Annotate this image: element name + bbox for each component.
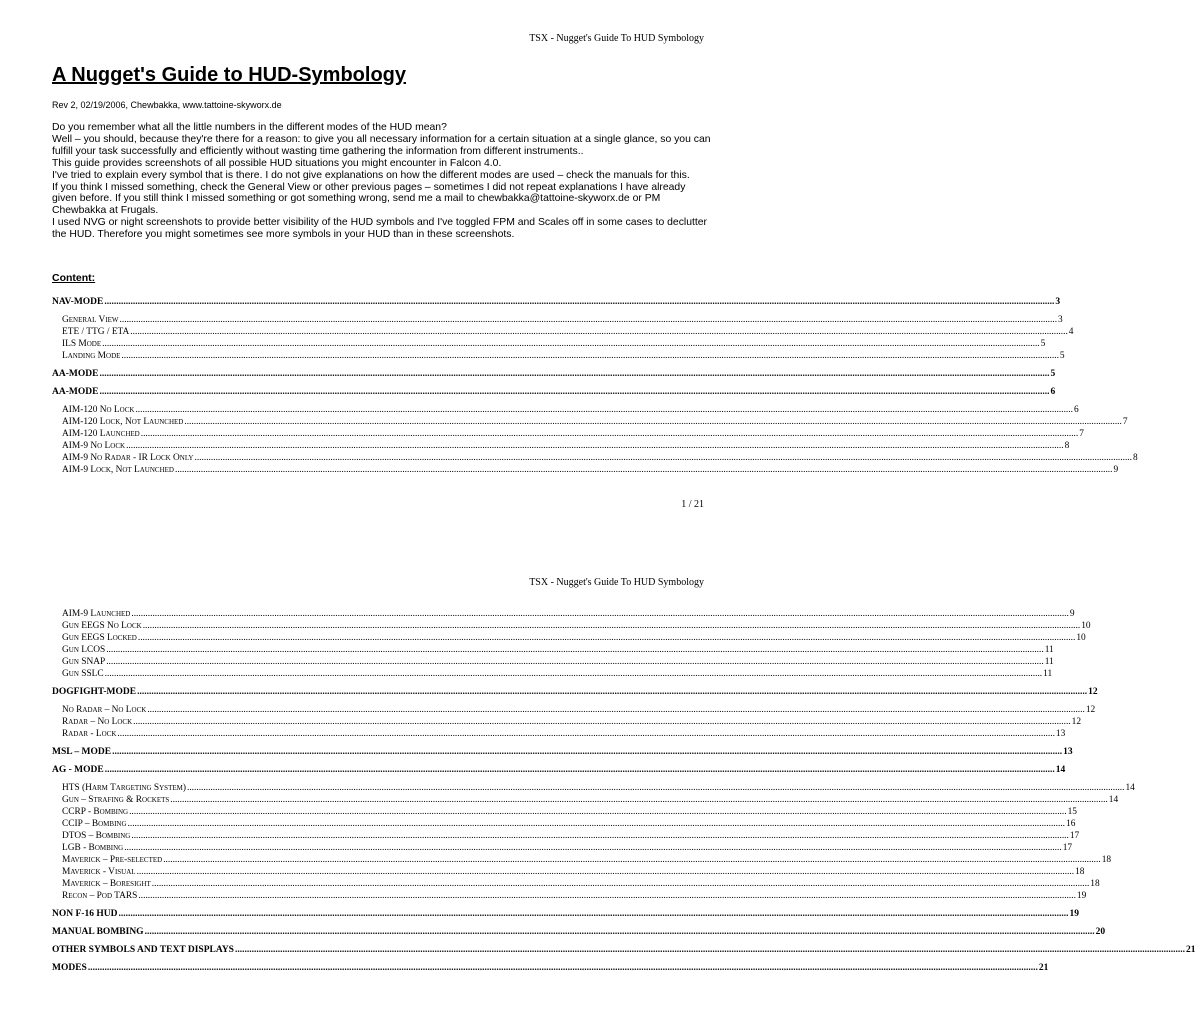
- toc-entry[interactable]: [52, 843, 1073, 855]
- toc-leader-dots: ................................................................................................................................................................................................................................................................................................................................................................................................................: [106, 657, 1044, 667]
- toc-entry[interactable]: [52, 297, 1061, 309]
- intro-text: [52, 122, 712, 241]
- toc-entry-page: 3: [1055, 297, 1061, 307]
- toc-entry-page: 9: [1113, 465, 1119, 475]
- toc-entry-label: Gun SSLC: [62, 669, 104, 679]
- toc-entry[interactable]: [52, 729, 1066, 741]
- toc-entry-page: 19: [1076, 891, 1087, 901]
- toc-entry-page: 15: [1067, 807, 1077, 817]
- toc-entry-label: Gun EEGS Locked: [62, 633, 137, 643]
- toc-entry-label: Landing Mode: [62, 351, 121, 361]
- toc-entry[interactable]: [52, 687, 1098, 699]
- toc-leader-dots: ................................................................................................................................................................................................................................................................................................................................................................................................................: [136, 867, 1075, 877]
- toc-entry[interactable]: [52, 855, 1112, 867]
- toc-entry-label: DOGFIGHT-MODE: [52, 687, 137, 697]
- toc-leader-dots: ................................................................................................................................................................................................................................................................................................................................................................................................................: [121, 351, 1059, 361]
- toc-entry[interactable]: [52, 405, 1079, 417]
- toc-entry-page: 6: [1050, 387, 1056, 397]
- toc-entry[interactable]: [52, 609, 1075, 621]
- toc-entry[interactable]: [52, 747, 1073, 759]
- intro-paragraph: If you think I missed something, check the General View or other previous pages – sometimes I did not repeat explanations I have already given before. If you still think I missed something or got something wrong, send me a mail to chewbakka@tattoine-skyworx.de or PM Chewbakka at Frugals.: [52, 181, 686, 217]
- toc-entry-label: CCIP – Bombing: [62, 819, 127, 829]
- toc-entry-label: NAV-MODE: [52, 297, 104, 307]
- toc-leader-dots: ................................................................................................................................................................................................................................................................................................................................................................................................................: [124, 843, 1062, 853]
- toc-leader-dots: ................................................................................................................................................................................................................................................................................................................................................................................................................: [112, 747, 1063, 757]
- toc-entry-label: Gun – Strafing & Rockets: [62, 795, 170, 805]
- toc-entry-page: 16: [1066, 819, 1076, 829]
- toc-entry-label: DTOS – Bombing: [62, 831, 131, 841]
- toc-entry[interactable]: [52, 795, 1119, 807]
- toc-entry-page: 11: [1044, 657, 1054, 667]
- toc-entry-page: 5: [1059, 351, 1065, 361]
- toc-entry-page: 17: [1062, 843, 1073, 853]
- table-of-contents: [52, 291, 1138, 477]
- toc-entry-page: 11: [1043, 669, 1053, 679]
- toc-entry[interactable]: [52, 879, 1100, 891]
- toc-leader-dots: ................................................................................................................................................................................................................................................................................................................................................................................................................: [163, 855, 1101, 865]
- toc-leader-dots: ................................................................................................................................................................................................................................................................................................................................................................................................................: [127, 819, 1066, 829]
- toc-entry-page: 5: [1040, 339, 1046, 349]
- toc-entry[interactable]: [52, 441, 1070, 453]
- toc-leader-dots: ................................................................................................................................................................................................................................................................................................................................................................................................................: [102, 339, 1040, 349]
- toc-leader-dots: ................................................................................................................................................................................................................................................................................................................................................................................................................: [87, 963, 1038, 973]
- toc-entry-label: No Radar – No Lock: [62, 705, 147, 715]
- toc-leader-dots: ................................................................................................................................................................................................................................................................................................................................................................................................................: [130, 327, 1068, 337]
- toc-entry-page: 8: [1132, 453, 1138, 463]
- toc-leader-dots: ................................................................................................................................................................................................................................................................................................................................................................................................................: [104, 297, 1055, 307]
- toc-entry-label: Radar – No Lock: [62, 717, 133, 727]
- toc-entry[interactable]: [52, 315, 1063, 327]
- toc-leader-dots: ................................................................................................................................................................................................................................................................................................................................................................................................................: [118, 909, 1069, 919]
- toc-leader-dots: ................................................................................................................................................................................................................................................................................................................................................................................................................: [147, 705, 1085, 715]
- toc-entry-page: 14: [1055, 765, 1066, 775]
- intro-paragraph: I used NVG or night screenshots to provide better visibility of the HUD symbols and I've toggled FPM and Scales off in some cases to declutter the HUD. Therefore you might sometimes see more symbols in your HUD than in these screenshots.: [52, 217, 707, 241]
- toc-entry-label: AIM-9 No Lock: [62, 441, 126, 451]
- toc-leader-dots: ................................................................................................................................................................................................................................................................................................................................................................................................................: [106, 645, 1044, 655]
- toc-entry-label: AIM-9 Lock, Not Launched: [62, 465, 174, 475]
- toc-entry[interactable]: [52, 927, 1106, 939]
- toc-entry-page: 12: [1088, 687, 1098, 697]
- toc-entry-label: ILS Mode: [62, 339, 102, 349]
- toc-entry-page: 9: [1069, 609, 1075, 619]
- toc-entry-page: 14: [1125, 783, 1135, 793]
- document-page-1: [0, 0, 1138, 530]
- toc-entry[interactable]: [52, 369, 1056, 381]
- toc-entry[interactable]: [52, 963, 1049, 975]
- toc-entry-label: AA-MODE: [52, 369, 99, 379]
- toc-entry-label: MANUAL BOMBING: [52, 927, 144, 937]
- toc-heading: Content:: [52, 272, 96, 284]
- toc-leader-dots: ................................................................................................................................................................................................................................................................................................................................................................................................................: [99, 387, 1050, 397]
- toc-entry[interactable]: [52, 705, 1096, 717]
- toc-entry-page: 19: [1069, 909, 1079, 919]
- toc-entry[interactable]: [52, 429, 1084, 441]
- toc-entry-label: AG - MODE: [52, 765, 104, 775]
- toc-leader-dots: ................................................................................................................................................................................................................................................................................................................................................................................................................: [234, 945, 1185, 955]
- toc-entry[interactable]: [52, 783, 1135, 795]
- toc-entry[interactable]: [52, 645, 1054, 657]
- running-header: TSX - Nugget's Guide To HUD Symbology: [529, 33, 704, 44]
- table-of-contents-continued: [52, 609, 1195, 981]
- page-number: 1 / 21: [681, 499, 704, 510]
- intro-paragraph: This guide provides screenshots of all possible HUD situations you might encounter in Falcon 4.0.: [52, 157, 502, 169]
- toc-leader-dots: ................................................................................................................................................................................................................................................................................................................................................................................................................: [137, 687, 1088, 697]
- toc-entry-page: 7: [1122, 417, 1128, 427]
- toc-entry[interactable]: [52, 717, 1082, 729]
- running-header: TSX - Nugget's Guide To HUD Symbology: [529, 577, 704, 588]
- toc-entry-label: OTHER SYMBOLS AND TEXT DISPLAYS: [52, 945, 234, 955]
- toc-entry-page: 7: [1079, 429, 1084, 439]
- toc-entry-label: General View: [62, 315, 119, 325]
- toc-leader-dots: ................................................................................................................................................................................................................................................................................................................................................................................................................: [131, 609, 1069, 619]
- toc-entry-page: 20: [1095, 927, 1106, 937]
- toc-leader-dots: ................................................................................................................................................................................................................................................................................................................................................................................................................: [184, 417, 1122, 427]
- toc-entry-label: AA-MODE: [52, 387, 99, 397]
- toc-entry-page: 21: [1185, 945, 1195, 955]
- toc-entry-label: MSL – MODE: [52, 747, 112, 757]
- toc-leader-dots: ................................................................................................................................................................................................................................................................................................................................................................................................................: [151, 879, 1090, 889]
- toc-leader-dots: ................................................................................................................................................................................................................................................................................................................................................................................................................: [99, 369, 1050, 379]
- toc-entry[interactable]: [52, 945, 1195, 957]
- toc-entry[interactable]: [52, 819, 1076, 831]
- toc-entry-label: AIM-120 Lock, Not Launched: [62, 417, 184, 427]
- toc-leader-dots: ................................................................................................................................................................................................................................................................................................................................................................................................................: [138, 891, 1076, 901]
- toc-entry-label: Maverick - Visual: [62, 867, 136, 877]
- toc-entry-page: 3: [1058, 315, 1063, 325]
- toc-leader-dots: ................................................................................................................................................................................................................................................................................................................................................................................................................: [131, 831, 1069, 841]
- toc-entry[interactable]: [52, 387, 1056, 399]
- toc-leader-dots: ................................................................................................................................................................................................................................................................................................................................................................................................................: [117, 729, 1055, 739]
- toc-entry-label: MODES: [52, 963, 87, 973]
- toc-entry[interactable]: [52, 453, 1138, 465]
- toc-leader-dots: ................................................................................................................................................................................................................................................................................................................................................................................................................: [104, 669, 1043, 679]
- toc-entry-label: Gun LCOS: [62, 645, 106, 655]
- intro-paragraph: I've tried to explain every symbol that is there. I do not give explanations on how the different modes are used – check the manuals for this.: [52, 169, 690, 181]
- toc-entry[interactable]: [52, 807, 1077, 819]
- toc-entry-page: 6: [1073, 405, 1079, 415]
- toc-entry-label: Recon – Pod TARS: [62, 891, 138, 901]
- toc-entry[interactable]: [52, 339, 1046, 351]
- toc-entry-page: 8: [1064, 441, 1070, 451]
- toc-entry-label: AIM-120 Launched: [62, 429, 140, 439]
- toc-entry[interactable]: [52, 669, 1053, 681]
- toc-entry[interactable]: [52, 465, 1119, 477]
- toc-entry-page: 18: [1090, 879, 1100, 889]
- toc-leader-dots: ................................................................................................................................................................................................................................................................................................................................................................................................................: [144, 927, 1095, 937]
- toc-entry-label: ETE / TTG / ETA: [62, 327, 130, 337]
- toc-entry-label: HTS (Harm Targeting System): [62, 783, 186, 793]
- toc-entry-label: Gun EEGS No Lock: [62, 621, 142, 631]
- intro-paragraph: Do you remember what all the little numbers in the different modes of the HUD mean?: [52, 122, 447, 133]
- toc-entry-page: 4: [1068, 327, 1074, 337]
- toc-leader-dots: ................................................................................................................................................................................................................................................................................................................................................................................................................: [186, 783, 1125, 793]
- toc-entry-label: Maverick – Boresight: [62, 879, 151, 889]
- toc-entry[interactable]: [52, 831, 1080, 843]
- toc-entry-label: LGB - Bombing: [62, 843, 124, 853]
- toc-entry-page: 14: [1108, 795, 1119, 805]
- toc-entry-label: Gun SNAP: [62, 657, 106, 667]
- toc-entry[interactable]: [52, 867, 1085, 879]
- toc-entry-page: 17: [1069, 831, 1080, 841]
- toc-entry-page: 18: [1101, 855, 1112, 865]
- document-page-2: [0, 530, 1195, 1024]
- toc-entry[interactable]: [52, 621, 1091, 633]
- toc-entry[interactable]: [52, 351, 1065, 363]
- toc-leader-dots: ................................................................................................................................................................................................................................................................................................................................................................................................................: [140, 429, 1079, 439]
- toc-entry-page: 13: [1063, 747, 1073, 757]
- toc-leader-dots: ................................................................................................................................................................................................................................................................................................................................................................................................................: [129, 807, 1067, 817]
- toc-entry[interactable]: [52, 417, 1128, 429]
- toc-leader-dots: ................................................................................................................................................................................................................................................................................................................................................................................................................: [194, 453, 1132, 463]
- toc-entry[interactable]: [52, 633, 1086, 645]
- revision-line: Rev 2, 02/19/2006, Chewbakka, www.tattoine-skyworx.de: [52, 100, 282, 110]
- toc-leader-dots: ................................................................................................................................................................................................................................................................................................................................................................................................................: [126, 441, 1064, 451]
- toc-entry-page: 21: [1038, 963, 1049, 973]
- toc-entry-label: Maverick – Pre-selected: [62, 855, 163, 865]
- toc-entry-page: 12: [1071, 717, 1082, 727]
- toc-entry-label: AIM-120 No Lock: [62, 405, 135, 415]
- toc-entry[interactable]: [52, 765, 1066, 777]
- toc-entry-page: 18: [1075, 867, 1085, 877]
- toc-leader-dots: ................................................................................................................................................................................................................................................................................................................................................................................................................: [119, 315, 1058, 325]
- toc-entry-page: 5: [1050, 369, 1056, 379]
- toc-entry-page: 13: [1055, 729, 1066, 739]
- toc-leader-dots: ................................................................................................................................................................................................................................................................................................................................................................................................................: [104, 765, 1055, 775]
- document-title: A Nugget's Guide to HUD-Symbology: [52, 64, 407, 86]
- toc-entry[interactable]: [52, 657, 1054, 669]
- toc-entry[interactable]: [52, 909, 1079, 921]
- toc-entry-page: 12: [1085, 705, 1096, 715]
- toc-entry-label: AIM-9 Launched: [62, 609, 131, 619]
- toc-leader-dots: ................................................................................................................................................................................................................................................................................................................................................................................................................: [174, 465, 1113, 475]
- toc-entry[interactable]: [52, 327, 1074, 339]
- toc-leader-dots: ................................................................................................................................................................................................................................................................................................................................................................................................................: [142, 621, 1081, 631]
- toc-leader-dots: ................................................................................................................................................................................................................................................................................................................................................................................................................: [133, 717, 1071, 727]
- toc-entry[interactable]: [52, 891, 1087, 903]
- toc-entry-label: AIM-9 No Radar - IR Lock Only: [62, 453, 194, 463]
- toc-entry-page: 11: [1044, 645, 1054, 655]
- toc-leader-dots: ................................................................................................................................................................................................................................................................................................................................................................................................................: [170, 795, 1108, 805]
- toc-entry-label: NON F-16 HUD: [52, 909, 118, 919]
- toc-entry-page: 10: [1076, 633, 1086, 643]
- toc-leader-dots: ................................................................................................................................................................................................................................................................................................................................................................................................................: [137, 633, 1076, 643]
- toc-entry-page: 10: [1081, 621, 1091, 631]
- toc-entry-label: CCRP - Bombing: [62, 807, 129, 817]
- toc-leader-dots: ................................................................................................................................................................................................................................................................................................................................................................................................................: [135, 405, 1073, 415]
- toc-entry-label: Radar - Lock: [62, 729, 117, 739]
- intro-paragraph: Well – you should, because they're there for a reason: to give you all necessary information for a certain situation at a single glance, so you can fulfill your task successfully and efficiently without wasting time gathering the information from different instruments..: [52, 133, 711, 157]
